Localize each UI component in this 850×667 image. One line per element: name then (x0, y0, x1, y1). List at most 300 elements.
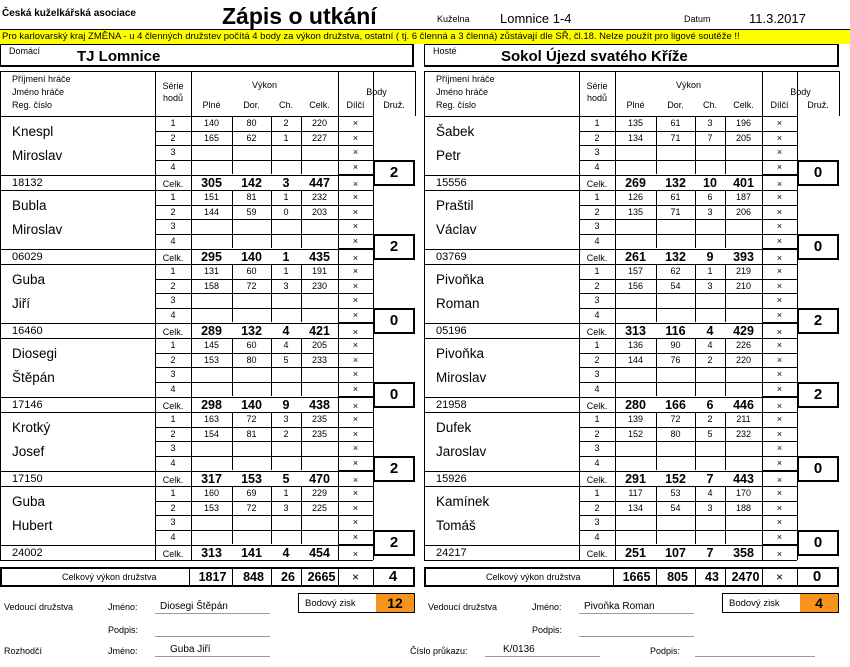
series-ch-value: 2 (283, 428, 289, 439)
date-value: 11.3.2017 (749, 11, 806, 26)
series-dor-value: 59 (246, 206, 257, 217)
team-total-value-2: 26 (281, 570, 295, 584)
partial-point-cross: × (352, 517, 359, 527)
captain-name-line (579, 613, 694, 614)
series-ch-value: 1 (283, 488, 289, 498)
team-total-cross: × (775, 570, 783, 584)
partial-point-cross: × (352, 295, 359, 305)
captain-signature-line (579, 636, 694, 637)
series-plne-value: 151 (203, 192, 220, 202)
series-number: 2 (594, 132, 600, 143)
partial-point-cross: × (352, 132, 359, 143)
series-number: 2 (170, 132, 176, 143)
player-points-box: 2 (373, 456, 415, 482)
series-celk-value: 235 (311, 414, 328, 424)
partial-point-cross: × (776, 266, 783, 276)
player-reg-number: 15926 (436, 473, 467, 485)
series-dor-value: 72 (670, 414, 681, 424)
partial-point-cross: × (352, 280, 359, 291)
partial-point-cross: × (776, 428, 783, 439)
total-dor-value: 107 (665, 546, 686, 560)
player-firstname: Hubert (12, 518, 53, 533)
series-plne-value: 165 (203, 132, 220, 143)
team-total-row (424, 567, 839, 587)
total-plne-value: 317 (201, 472, 222, 486)
player-points-box: 0 (797, 530, 839, 556)
player-surname: Knespl (12, 124, 54, 139)
team-total-value-3: 2665 (307, 570, 336, 584)
series-plne-value: 157 (627, 266, 644, 276)
licence-line (485, 656, 600, 657)
h-rule (762, 396, 797, 397)
h-rule (762, 322, 797, 323)
series-dor-value: 62 (670, 266, 681, 276)
performance-header: Výkon (675, 80, 701, 90)
series-dor-value: 80 (246, 354, 257, 365)
guest-label: Hosté (433, 46, 457, 56)
player-surname: Kamínek (436, 494, 490, 509)
series-dor-value: 53 (670, 488, 681, 498)
total-dor-value: 166 (665, 398, 686, 412)
series-number: 2 (594, 502, 600, 513)
date-label: Datum (684, 14, 711, 24)
player-reg-number: 15556 (436, 177, 467, 189)
player-surname: Bubla (12, 198, 47, 213)
h-rule (0, 560, 373, 561)
col-header-plne: Plné (626, 100, 645, 110)
referee-name-label: Jméno: (108, 646, 138, 656)
series-celk-value: 203 (311, 206, 328, 217)
series-dor-value: 60 (246, 340, 257, 350)
series-ch-value: 7 (707, 132, 713, 143)
partial-point-cross: × (776, 517, 783, 527)
series-celk-value: 229 (311, 488, 328, 498)
total-label: Celk. (162, 401, 184, 411)
captain-name-label: Jméno: (532, 602, 562, 612)
series-celk-value: 226 (735, 340, 752, 350)
partial-point-cross: × (776, 354, 783, 365)
series-number: 3 (594, 295, 600, 305)
series-dor-value: 54 (670, 502, 681, 513)
partial-point-cross: × (776, 549, 783, 559)
captain-name: Diosegi Štěpán (160, 601, 228, 612)
captain-signature-label: Podpis: (108, 625, 139, 635)
series-celk-value: 227 (311, 132, 328, 143)
series-plne-value: 153 (203, 354, 220, 365)
partial-point-cross: × (352, 428, 359, 439)
series-celk-value: 205 (735, 132, 752, 143)
series-number: 4 (594, 161, 600, 172)
series-dor-value: 60 (246, 266, 257, 276)
series-number: 4 (594, 235, 600, 246)
total-dor-value: 140 (241, 250, 262, 264)
series-dor-value: 80 (670, 428, 681, 439)
h-rule (797, 71, 839, 72)
captain-name-line (155, 613, 270, 614)
captain-signature-line (155, 636, 270, 637)
partial-point-cross: × (352, 327, 359, 337)
team-total-value-1: 848 (243, 570, 264, 584)
series-celk-value: 191 (311, 266, 328, 276)
venue-value: Lomnice 1-4 (500, 11, 572, 26)
v-rule (232, 569, 233, 585)
partial-point-cross: × (352, 206, 359, 217)
series-ch-value: 3 (283, 502, 289, 513)
player-surname: Krotký (12, 420, 51, 435)
total-ch-value: 4 (282, 324, 290, 338)
player-reg-number: 17150 (12, 473, 43, 485)
partial-point-cross: × (776, 309, 783, 320)
venue-label: Kuželna (437, 14, 470, 24)
total-plne-value: 313 (201, 546, 222, 560)
series-celk-value: 225 (311, 502, 328, 513)
series-plne-value: 134 (627, 502, 644, 513)
team-total-row (0, 567, 415, 587)
col-header-celk: Celk. (733, 100, 754, 110)
total-label: Celk. (586, 179, 608, 189)
total-label: Celk. (586, 253, 608, 263)
h-rule (373, 71, 415, 72)
points-gain-label: Bodový zisk (305, 598, 356, 609)
series-header-2: hodů (162, 93, 184, 103)
series-dor-value: 81 (246, 428, 257, 439)
series-number: 1 (594, 266, 600, 276)
series-dor-value: 72 (246, 280, 257, 291)
total-ch-value: 9 (282, 398, 290, 412)
series-dor-value: 54 (670, 280, 681, 291)
partial-point-cross: × (776, 192, 783, 202)
h-rule (762, 174, 797, 175)
total-plne-value: 295 (201, 250, 222, 264)
series-number: 2 (170, 428, 176, 439)
series-number: 1 (594, 118, 600, 128)
v-rule (301, 569, 302, 585)
col-header-dilci: Dílčí (770, 100, 789, 110)
total-dor-value: 116 (665, 324, 686, 338)
series-number: 4 (594, 531, 600, 542)
player-points-box: 2 (373, 160, 415, 186)
points-header: Body (790, 87, 811, 97)
v-rule (189, 569, 190, 585)
partial-point-cross: × (352, 235, 359, 246)
series-number: 1 (170, 340, 176, 350)
col-header-druz: Druž. (807, 100, 829, 110)
series-ch-value: 3 (283, 414, 289, 424)
series-plne-value: 153 (203, 502, 220, 513)
total-dor-value: 132 (665, 250, 686, 264)
total-ch-value: 4 (706, 324, 714, 338)
series-number: 3 (594, 517, 600, 527)
points-gain-value: 12 (376, 594, 414, 612)
notice-banner: Pro karlovarský kraj ZMĚNA - u 4 členných družstev počítá 4 body za výkon družstva, ostatní ( tj. 6 členná a 3 členná) zůstávají dle SŘ, čl.18. Nelze použít pro ligové soutěže !! (0, 30, 850, 44)
series-celk-value: 188 (735, 502, 752, 513)
series-dor-value: 72 (246, 414, 257, 424)
series-number: 3 (594, 369, 600, 379)
player-surname: Šabek (436, 124, 475, 139)
partial-point-cross: × (352, 340, 359, 350)
series-number: 3 (594, 147, 600, 157)
series-dor-value: 69 (246, 488, 257, 498)
series-ch-value: 3 (707, 118, 713, 128)
player-points-box: 2 (373, 234, 415, 260)
total-ch-value: 4 (282, 546, 290, 560)
series-number: 3 (170, 443, 176, 453)
v-rule (656, 569, 657, 585)
total-plne-value: 313 (625, 324, 646, 338)
team-total-label: Celkový výkon družstva (486, 572, 581, 582)
series-celk-value: 205 (311, 340, 328, 350)
partial-point-cross: × (352, 309, 359, 320)
v-rule (271, 569, 272, 585)
partial-point-cross: × (352, 266, 359, 276)
partial-point-cross: × (352, 179, 359, 189)
h-rule (424, 560, 797, 561)
partial-point-cross: × (352, 253, 359, 263)
team-total-value-2: 43 (705, 570, 719, 584)
page-title: Zápis o utkání (222, 3, 377, 29)
partial-point-cross: × (776, 475, 783, 485)
captain-label: Vedoucí družstva (428, 602, 498, 612)
series-ch-value: 2 (707, 414, 713, 424)
partial-point-cross: × (352, 192, 359, 202)
licence-number: K/0136 (503, 644, 535, 655)
series-celk-value: 232 (735, 428, 752, 439)
series-dor-value: 81 (246, 192, 257, 202)
player-reg-number: 16460 (12, 325, 43, 337)
partial-point-cross: × (776, 235, 783, 246)
series-plne-value: 139 (627, 414, 644, 424)
player-header-1: Příjmení hráče (436, 74, 495, 84)
player-surname: Pivoňka (436, 346, 485, 361)
series-celk-value: 187 (735, 192, 752, 202)
player-firstname: Jiří (12, 296, 30, 311)
h-rule (338, 248, 373, 249)
v-rule (415, 71, 416, 116)
series-dor-value: 76 (670, 354, 681, 365)
h-rule (762, 248, 797, 249)
series-dor-value: 72 (246, 502, 257, 513)
series-ch-value: 0 (283, 206, 289, 217)
player-header-2: Jméno hráče (12, 87, 65, 97)
h-rule (338, 544, 373, 545)
player-points-box: 0 (373, 382, 415, 408)
series-number: 2 (594, 354, 600, 365)
total-dor-value: 141 (241, 546, 262, 560)
series-celk-value: 196 (735, 118, 752, 128)
partial-point-cross: × (352, 488, 359, 498)
series-plne-value: 131 (203, 266, 220, 276)
total-label: Celk. (586, 549, 608, 559)
referee-name-line (155, 656, 270, 657)
guest-team-name: Sokol Újezd svatého Kříže (501, 48, 688, 65)
partial-point-cross: × (776, 414, 783, 424)
series-number: 4 (170, 383, 176, 394)
partial-point-cross: × (352, 147, 359, 157)
v-rule (695, 569, 696, 585)
total-label: Celk. (162, 549, 184, 559)
player-firstname: Miroslav (12, 148, 63, 163)
player-surname: Guba (12, 272, 46, 287)
player-points-box: 2 (797, 308, 839, 334)
player-reg-number: 18132 (12, 177, 43, 189)
series-celk-value: 220 (735, 354, 752, 365)
partial-point-cross: × (776, 502, 783, 513)
referee-name: Guba Jiří (170, 644, 211, 655)
partial-point-cross: × (352, 502, 359, 513)
player-firstname: Štěpán (12, 370, 55, 385)
series-number: 3 (170, 517, 176, 527)
series-dor-value: 62 (246, 132, 257, 143)
series-ch-value: 4 (707, 488, 713, 498)
series-number: 4 (594, 309, 600, 320)
player-header-1: Příjmení hráče (12, 74, 71, 84)
col-header-ch: Ch. (702, 100, 717, 110)
partial-point-cross: × (352, 549, 359, 559)
player-firstname: Roman (436, 296, 480, 311)
partial-point-cross: × (776, 369, 783, 379)
series-plne-value: 160 (203, 488, 220, 498)
series-plne-value: 135 (627, 118, 644, 128)
team-panel-home (0, 0, 420, 590)
total-plne-value: 261 (625, 250, 646, 264)
captain-label: Vedoucí družstva (4, 602, 74, 612)
team-total-value-0: 1665 (622, 570, 651, 584)
col-header-dilci: Dílčí (346, 100, 365, 110)
player-reg-number: 24217 (436, 547, 467, 559)
series-celk-value: 219 (735, 266, 752, 276)
home-label: Domácí (9, 46, 41, 56)
series-number: 2 (170, 502, 176, 513)
v-rule (725, 569, 726, 585)
h-rule (338, 322, 373, 323)
total-plne-value: 269 (625, 176, 646, 190)
total-ch-value: 5 (282, 472, 290, 486)
home-team-name: TJ Lomnice (77, 48, 161, 65)
series-plne-value: 140 (203, 118, 220, 128)
series-number: 3 (170, 147, 176, 157)
series-number: 4 (170, 531, 176, 542)
total-label: Celk. (162, 327, 184, 337)
series-celk-value: 170 (735, 488, 752, 498)
player-firstname: Miroslav (12, 222, 63, 237)
series-number: 1 (170, 192, 176, 202)
total-label: Celk. (586, 475, 608, 485)
series-plne-value: 158 (203, 280, 220, 291)
player-reg-number: 06029 (12, 251, 43, 263)
player-reg-number: 05196 (436, 325, 467, 337)
series-number: 4 (170, 161, 176, 172)
total-ch-value: 7 (706, 472, 714, 486)
total-ch-value: 6 (706, 398, 714, 412)
total-plne-value: 305 (201, 176, 222, 190)
player-header-3: Reg. číslo (12, 100, 53, 110)
team-total-value-0: 1817 (198, 570, 227, 584)
series-number: 4 (594, 457, 600, 468)
series-number: 1 (170, 118, 176, 128)
series-plne-value: 144 (627, 354, 644, 365)
series-dor-value: 80 (246, 118, 257, 128)
series-ch-value: 1 (283, 192, 289, 202)
series-number: 4 (170, 457, 176, 468)
total-label: Celk. (162, 253, 184, 263)
captain-signature-label: Podpis: (532, 625, 563, 635)
performance-header: Výkon (251, 80, 277, 90)
series-ch-value: 4 (707, 340, 713, 350)
organization-name: Česká kuželkářská asociace (2, 8, 136, 19)
series-ch-value: 3 (707, 280, 713, 291)
series-plne-value: 135 (627, 206, 644, 217)
total-celk-value: 443 (733, 472, 754, 486)
partial-point-cross: × (776, 401, 783, 411)
partial-point-cross: × (352, 161, 359, 172)
total-label: Celk. (586, 401, 608, 411)
series-number: 1 (594, 488, 600, 498)
series-dor-value: 71 (670, 206, 681, 217)
series-celk-value: 210 (735, 280, 752, 291)
total-label: Celk. (586, 327, 608, 337)
series-ch-value: 1 (283, 132, 289, 143)
player-header-3: Reg. číslo (436, 100, 477, 110)
referee-signature-label: Podpis: (650, 646, 681, 656)
points-gain-label: Bodový zisk (729, 598, 780, 609)
total-dor-value: 132 (241, 324, 262, 338)
total-celk-value: 454 (309, 546, 330, 560)
h-rule (762, 544, 797, 545)
series-plne-value: 117 (628, 488, 643, 498)
team-total-label: Celkový výkon družstva (62, 572, 157, 582)
player-surname: Pivoňka (436, 272, 485, 287)
v-rule (839, 71, 840, 116)
player-firstname: Petr (436, 148, 461, 163)
partial-point-cross: × (776, 457, 783, 468)
h-rule (338, 470, 373, 471)
series-dor-value: 61 (670, 192, 681, 202)
total-celk-value: 470 (309, 472, 330, 486)
series-number: 1 (594, 192, 600, 202)
h-rule (762, 470, 797, 471)
partial-point-cross: × (776, 132, 783, 143)
player-surname: Diosegi (12, 346, 58, 361)
player-reg-number: 17146 (12, 399, 43, 411)
series-ch-value: 3 (283, 280, 289, 291)
partial-point-cross: × (776, 340, 783, 350)
series-number: 1 (594, 340, 600, 350)
series-ch-value: 2 (707, 354, 713, 365)
partial-point-cross: × (352, 414, 359, 424)
total-celk-value: 446 (733, 398, 754, 412)
series-plne-value: 156 (627, 280, 644, 291)
total-plne-value: 289 (201, 324, 222, 338)
total-celk-value: 421 (309, 324, 330, 338)
referee-label: Rozhodčí (4, 646, 43, 656)
col-header-druz: Druž. (383, 100, 405, 110)
total-plne-value: 298 (201, 398, 222, 412)
player-points-box: 2 (373, 530, 415, 556)
series-plne-value: 152 (627, 428, 644, 439)
partial-point-cross: × (776, 118, 783, 128)
series-number: 3 (594, 443, 600, 453)
series-plne-value: 136 (627, 340, 644, 350)
team-total-points: 4 (388, 568, 398, 585)
series-plne-value: 163 (203, 414, 220, 424)
series-ch-value: 5 (283, 354, 289, 365)
partial-point-cross: × (776, 383, 783, 394)
v-rule (613, 569, 614, 585)
series-ch-value: 3 (707, 206, 713, 217)
total-plne-value: 251 (625, 546, 646, 560)
total-ch-value: 1 (282, 250, 290, 264)
h-rule (424, 71, 797, 72)
